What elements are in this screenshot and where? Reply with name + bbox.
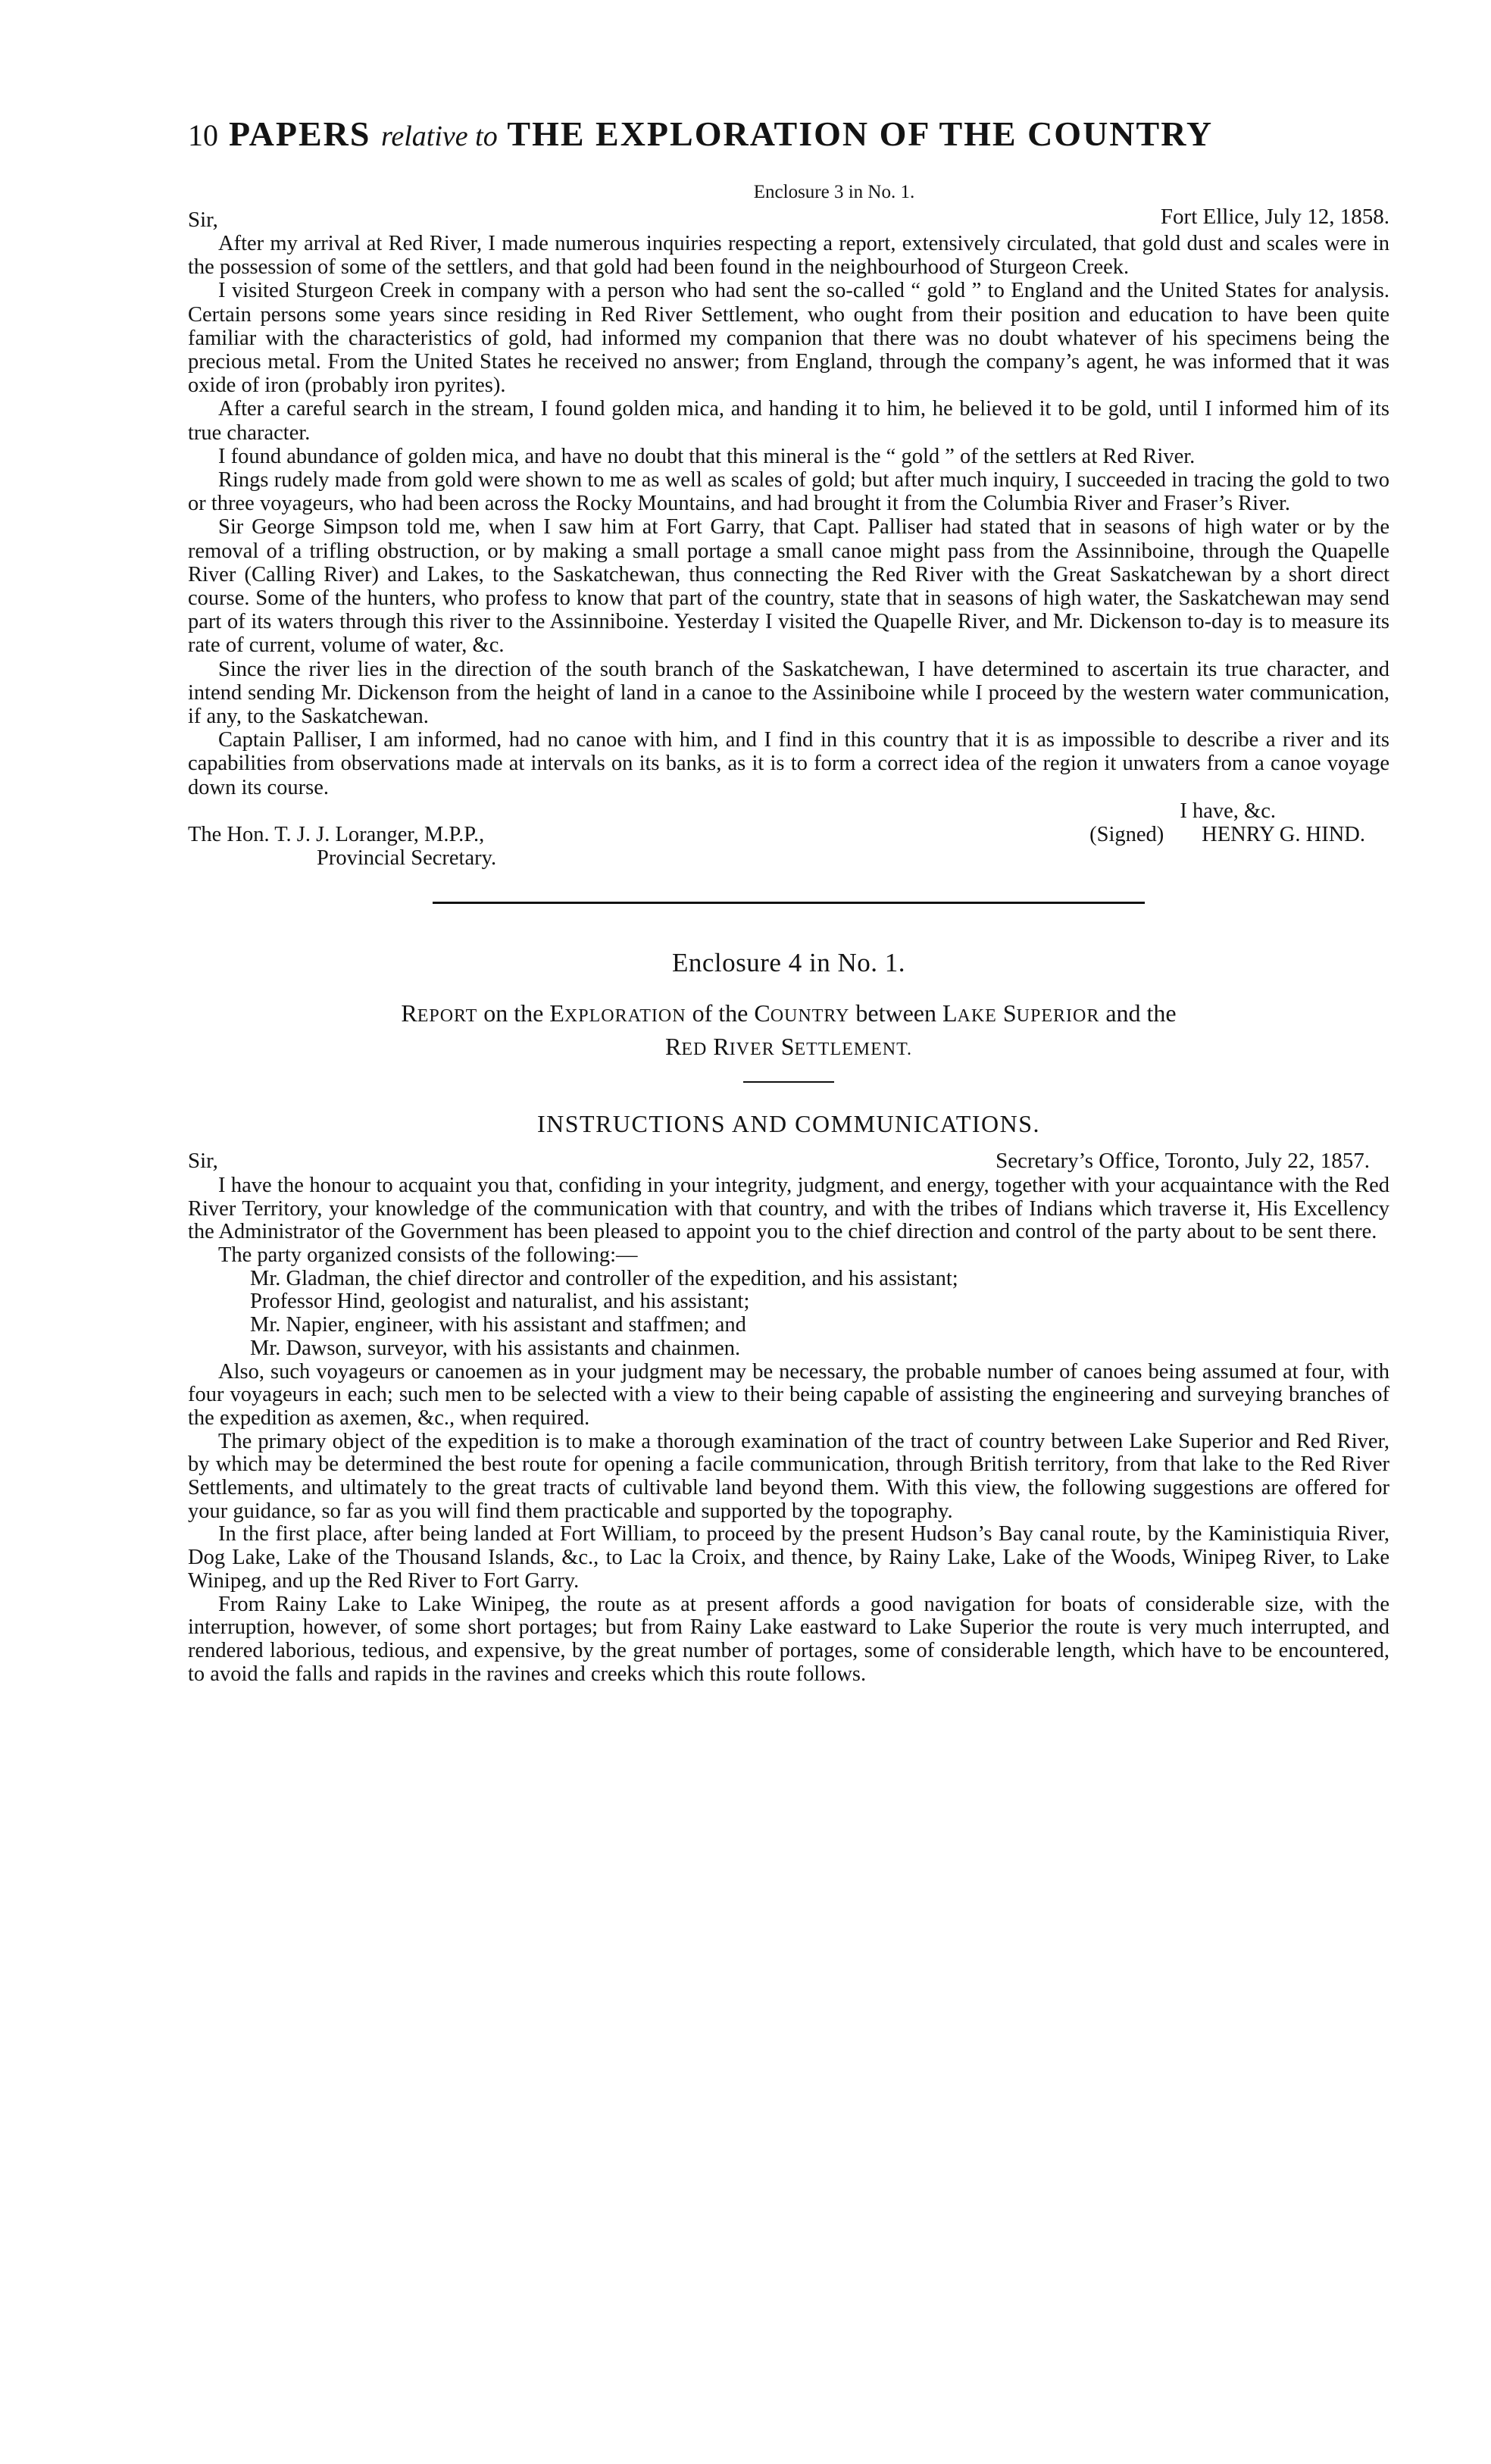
enclosure4-paragraph: I have the honour to acquaint you that, confiding in your integrity, judgment, and energy, together with your acquaintance with the Red River Territory, your knowledge of the communication with that country, and with the tribes of Indians which traverse it, His Excellency the Administrator of the Government has been pleased to appoint you to the chief direction and control of the party about to be sent there.: [188, 1173, 1389, 1244]
enclosure3-paragraph: After a careful search in the stream, I found golden mica, and handing it to him, he believed it to be gold, until I informed him of its true character.: [188, 397, 1389, 445]
enclosure3-paragraph: I visited Sturgeon Creek in company with a person who had sent the so-called “ gold ” to England and the United States for analysis. Certain persons some years since residing in Red River Settlement, who ought from their position and education to have been quite familiar with the characteristics of gold, had informed my companion that there was no doubt whatever of his specimens being the precious metal. From the United States he received no answer; from England, through the company’s agent, he was informed that it was oxide of iron (probably iron pyrites).: [188, 279, 1389, 398]
document-page: [188, 114, 1389, 1686]
running-title-rest: THE EXPLORATION OF THE COUNTRY: [507, 114, 1214, 153]
enclosure4-dateline: [188, 1149, 1389, 1174]
enclosure3-paragraph: Since the river lies in the direction of the south branch of the Saskatchewan, I have determined to ascertain its true character, and intend sending Mr. Dickenson from the height of land in a canoe to the Assiniboine while I proceed by the western water communication, if any, to the Saskatchewan.: [188, 657, 1389, 729]
enclosure3-paragraph: Captain Palliser, I am informed, had no canoe with him, and I find in this country that it is as impossible to describe a river and its capabilities from observations made at intervals on its banks, as it is to form a correct idea of the region it unwaters from a canoe voyage down its course.: [188, 728, 1389, 799]
enclosure3-title: Enclosure 3 in No. 1.: [753, 182, 915, 202]
enclosure3-signature-line: [188, 823, 1389, 846]
enclosure3-signer: HENRY G. HIND.: [1202, 822, 1365, 846]
report-title-line2: RED RIVER SETTLEMENT.: [665, 1032, 912, 1060]
enclosure4-paragraph: Also, such voyageurs or canoemen as in your judgment may be necessary, the probable number of canoes being assumed at four, with four voyageurs in each; such men to be selected with a view to their being capable of assisting the engineering and surveying branches of the expedition as axemen, &c., when required.: [188, 1359, 1389, 1430]
running-title: [229, 114, 1213, 154]
enclosure3-addressee: The Hon. T. J. J. Loranger, M.P.P.,: [188, 822, 485, 846]
party-member-item: Mr. Gladman, the chief director and controller of the expedition, and his assistant;: [250, 1266, 958, 1290]
enclosure3-paragraph: I found abundance of golden mica, and have no doubt that this mineral is the “ gold ” of the settlers at Red River.: [218, 444, 1196, 468]
report-title-line1: REPORT on the EXPLORATION of the COUNTRY between LAKE SUPERIOR and the: [401, 999, 1177, 1027]
enclosure4-paragraph: In the first place, after being landed at Fort William, to proceed by the present Hudson’s Bay canal route, by the Kaministiquia River, Dog Lake, Lake of the Thousand Islands, &c., to Lac la Croix, and thence, by Rainy Lake, Lake of the Woods, Winipeg River, to Lake Winipeg, and up the Red River to Fort Garry.: [188, 1522, 1389, 1593]
running-title-relative: relative to: [381, 120, 498, 152]
enclosure4-salutation: Sir,: [188, 1148, 218, 1173]
section-divider: [433, 902, 1145, 904]
title-underline: [743, 1081, 834, 1083]
enclosure3-date: Fort Ellice, July 12, 1858.: [1160, 205, 1389, 229]
party-member-item: Professor Hind, geologist and naturalist, and his assistant;: [250, 1290, 750, 1314]
running-title-prefix: PAPERS: [229, 114, 371, 153]
enclosure3-paragraph: After my arrival at Red River, I made numerous inquiries respecting a report, extensively circulated, that gold dust and scales were in the possession of some of the settlers, and that gold had been found in the neighbourhood of Sturgeon Creek.: [188, 232, 1389, 280]
enclosure4-paragraph: The party organized consists of the following:—: [218, 1243, 638, 1267]
enclosure4-title: Enclosure 4 in No. 1.: [672, 947, 905, 977]
report-title: [188, 998, 1389, 1065]
enclosure3-paragraph: Sir George Simpson told me, when I saw him at Fort Garry, that Capt. Palliser had stated that in seasons of high water or by the removal of a trifling obstruction, or by making a small portage a small canoe might pass from the Assinniboine, through the Quapelle River (Calling River) and Lakes, to the Saskatchewan, thus connecting the Red River with the Great Saskatchewan by a short direct course. Some of the hunters, who profess to know that part of the country, state that in seasons of high water, the Saskatchewan may send part of its waters through this river to the Assinniboine. Yesterday I visited the Quapelle River, and Mr. Dickenson to-day is to measure its rate of current, volume of water, &c.: [188, 515, 1389, 658]
enclosure3-body: [188, 232, 1389, 799]
page-number: 10: [188, 118, 218, 152]
enclosure4-date: Secretary’s Office, Toronto, July 22, 1857.: [996, 1148, 1370, 1173]
enclosure4-paragraph: The primary object of the expedition is to make a thorough examination of the tract of country between Lake Superior and Red River, by which may be determined the best route for opening a facile communication, through British territory, from that lake to the Red River Settlements, and ultimately to the great tracts of cultivable land beyond them. With this view, the following suggestions are offered for your guidance, so far as you will find them practicable and supported by the topography.: [188, 1429, 1389, 1523]
enclosure3-addressee-title: Provincial Secretary.: [317, 846, 497, 870]
enclosure3-signature: [1089, 823, 1365, 846]
party-member-item: Mr. Dawson, surveyor, with his assistants and chainmen.: [250, 1336, 741, 1360]
party-member-item: Mr. Napier, engineer, with his assistant and staffmen; and: [250, 1313, 746, 1337]
enclosure3-salutation: Sir,: [188, 208, 218, 232]
running-head: [188, 114, 1389, 173]
enclosure4-body: [188, 1174, 1389, 1686]
enclosure3-signed-label: (Signed): [1089, 822, 1164, 846]
enclosure3-paragraph: Rings rudely made from gold were shown to me as well as scales of gold; but after much inquiry, I succeeded in tracing the gold to two or three voyageurs, who had been across the Rocky Mountains, and had brought it from the Columbia River and Fraser’s River.: [188, 468, 1389, 516]
enclosure3-dateline: [188, 205, 1389, 232]
enclosure3-closing: I have, &c.: [1180, 799, 1276, 823]
section-heading: INSTRUCTIONS AND COMMUNICATIONS.: [536, 1109, 1041, 1137]
enclosure4-paragraph: From Rainy Lake to Lake Winipeg, the route as at present affords a good navigation for boats of considerable size, with the interruption, however, of some short portages; but from Rainy Lake eastward to Lake Superior the route is very much interrupted, and rendered laborious, tedious, and expensive, by the great number of portages, some of considerable length, which have to be encountered, to avoid the falls and rapids in the ravines and creeks which this route follows.: [188, 1592, 1389, 1686]
